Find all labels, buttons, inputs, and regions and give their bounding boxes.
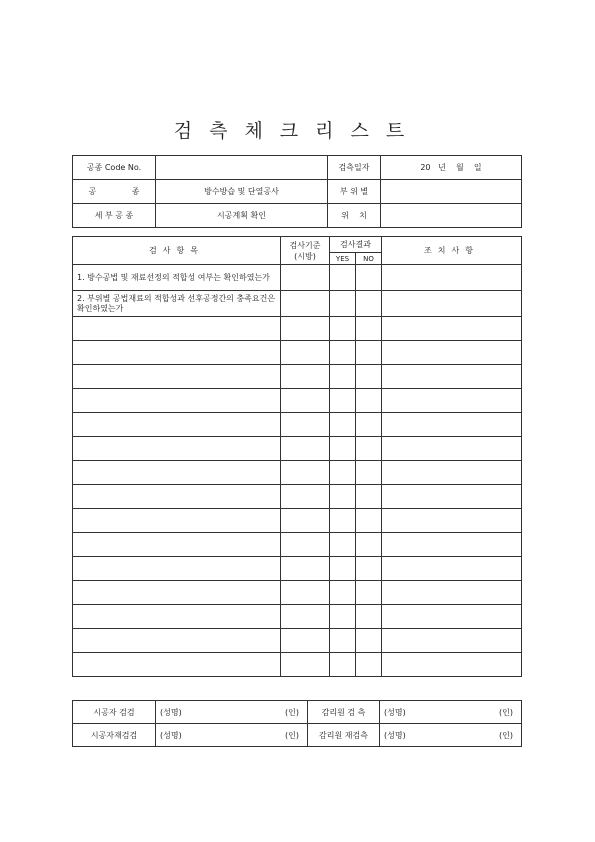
standard-cell[interactable] — [281, 461, 330, 485]
standard-cell[interactable] — [281, 341, 330, 365]
action-cell[interactable] — [382, 461, 522, 485]
detail-value[interactable]: 시공계획 확인 — [156, 204, 328, 228]
item-cell — [73, 389, 281, 413]
detail-label: 세 부 공 종 — [73, 204, 156, 228]
standard-cell[interactable] — [281, 389, 330, 413]
header-standard: 검사기준 (시방) — [281, 237, 330, 265]
yes-cell[interactable] — [330, 485, 356, 509]
item-cell — [73, 413, 281, 437]
header-result: 검사결과 — [330, 237, 382, 253]
supervisor-sign[interactable] — [380, 701, 522, 724]
action-cell[interactable] — [382, 605, 522, 629]
seal-mark: (인) — [285, 707, 299, 717]
table-row — [73, 413, 522, 437]
yes-cell[interactable] — [330, 317, 356, 341]
action-cell[interactable] — [382, 389, 522, 413]
no-cell[interactable] — [356, 413, 382, 437]
standard-cell[interactable] — [281, 413, 330, 437]
no-cell[interactable] — [356, 317, 382, 341]
supervisor-rep-sign[interactable] — [380, 724, 522, 747]
action-cell[interactable] — [382, 291, 522, 317]
no-cell[interactable] — [356, 509, 382, 533]
table-row — [73, 265, 522, 291]
item-cell: 1. 방수공법 및 재료선정의 적합성 여부는 확인하였는가 — [73, 265, 281, 291]
no-cell[interactable] — [356, 389, 382, 413]
part-value[interactable] — [381, 180, 522, 204]
table-row — [73, 533, 522, 557]
table-row — [73, 291, 522, 317]
no-cell[interactable] — [356, 265, 382, 291]
no-cell[interactable] — [356, 581, 382, 605]
yes-cell[interactable] — [330, 413, 356, 437]
action-cell[interactable] — [382, 413, 522, 437]
standard-cell[interactable] — [281, 317, 330, 341]
action-cell[interactable] — [382, 265, 522, 291]
yes-cell[interactable] — [330, 653, 356, 677]
standard-cell[interactable] — [281, 533, 330, 557]
yes-cell[interactable] — [330, 291, 356, 317]
code-label: 공종 Code No. — [73, 156, 156, 180]
seal-mark: (인) — [499, 707, 513, 717]
action-cell[interactable] — [382, 317, 522, 341]
code-value[interactable] — [156, 156, 328, 180]
item-cell — [73, 581, 281, 605]
table-row — [73, 461, 522, 485]
part-label: 부 위 별 — [328, 180, 381, 204]
action-cell[interactable] — [382, 581, 522, 605]
no-cell[interactable] — [356, 437, 382, 461]
yes-cell[interactable] — [330, 437, 356, 461]
header-yes: YES — [330, 253, 356, 265]
standard-cell[interactable] — [281, 605, 330, 629]
table-row — [73, 437, 522, 461]
table-row — [73, 653, 522, 677]
header-action: 조치사항 — [382, 237, 522, 265]
name-placeholder: (성명) — [384, 730, 406, 740]
item-cell — [73, 365, 281, 389]
action-cell[interactable] — [382, 653, 522, 677]
item-cell — [73, 653, 281, 677]
location-label: 위 치 — [328, 204, 381, 228]
signature-table — [72, 700, 522, 747]
name-placeholder: (성명) — [160, 730, 182, 740]
standard-cell[interactable] — [281, 365, 330, 389]
item-cell — [73, 461, 281, 485]
page-title: 검측체크리스트 — [173, 120, 422, 142]
item-cell — [73, 437, 281, 461]
no-cell[interactable] — [356, 605, 382, 629]
item-cell: 2. 부위별 공법재료의 적합성과 선후공정간의 충족요건은 확인하였는가 — [73, 291, 281, 317]
standard-cell[interactable] — [281, 557, 330, 581]
contractor-rep-sign[interactable] — [156, 724, 308, 747]
name-placeholder: (성명) — [160, 707, 182, 717]
trade-value[interactable]: 방수방습 및 단열공사 — [156, 180, 328, 204]
standard-cell[interactable] — [281, 291, 330, 317]
standard-cell[interactable] — [281, 265, 330, 291]
yes-cell[interactable] — [330, 389, 356, 413]
standard-cell[interactable] — [281, 509, 330, 533]
standard-cell[interactable] — [281, 629, 330, 653]
item-cell — [73, 317, 281, 341]
action-cell[interactable] — [382, 509, 522, 533]
no-cell[interactable] — [356, 533, 382, 557]
no-cell[interactable] — [356, 653, 382, 677]
checklist-rows — [73, 265, 522, 677]
action-cell[interactable] — [382, 533, 522, 557]
item-cell — [73, 605, 281, 629]
table-row — [73, 389, 522, 413]
table-row — [73, 629, 522, 653]
contractor-label: 시공자 검검 — [73, 701, 156, 724]
date-label: 검측일자 — [328, 156, 381, 180]
seal-mark: (인) — [285, 730, 299, 740]
action-cell[interactable] — [382, 437, 522, 461]
info-table — [72, 155, 522, 228]
trade-label: 공 종 — [73, 180, 156, 204]
standard-cell[interactable] — [281, 437, 330, 461]
item-cell — [73, 509, 281, 533]
no-cell[interactable] — [356, 461, 382, 485]
header-item: 검사항목 — [73, 237, 281, 265]
action-cell[interactable] — [382, 629, 522, 653]
location-value[interactable] — [381, 204, 522, 228]
table-row — [73, 341, 522, 365]
action-cell[interactable] — [382, 485, 522, 509]
supervisor-label: 감리원 검 측 — [308, 701, 380, 724]
item-cell — [73, 557, 281, 581]
item-cell — [73, 485, 281, 509]
table-row — [73, 605, 522, 629]
yes-cell[interactable] — [330, 461, 356, 485]
seal-mark: (인) — [499, 730, 513, 740]
no-cell[interactable] — [356, 485, 382, 509]
no-cell[interactable] — [356, 557, 382, 581]
action-cell[interactable] — [382, 557, 522, 581]
yes-cell[interactable] — [330, 265, 356, 291]
name-placeholder: (성명) — [384, 707, 406, 717]
yes-cell[interactable] — [330, 509, 356, 533]
yes-cell[interactable] — [330, 605, 356, 629]
contractor-sign[interactable] — [156, 701, 308, 724]
table-row — [73, 365, 522, 389]
standard-cell[interactable] — [281, 581, 330, 605]
no-cell[interactable] — [356, 629, 382, 653]
yes-cell[interactable] — [330, 581, 356, 605]
item-cell — [73, 629, 281, 653]
standard-cell[interactable] — [281, 485, 330, 509]
action-cell[interactable] — [382, 365, 522, 389]
yes-cell[interactable] — [330, 341, 356, 365]
no-cell[interactable] — [356, 291, 382, 317]
table-row — [73, 557, 522, 581]
yes-cell[interactable] — [330, 533, 356, 557]
header-no: NO — [356, 253, 382, 265]
action-cell[interactable] — [382, 341, 522, 365]
date-value[interactable]: 20 년 월 일 — [381, 156, 522, 180]
supervisor-rep-label: 감리원 재검측 — [308, 724, 380, 747]
contractor-rep-label: 시공자재검검 — [73, 724, 156, 747]
table-row — [73, 509, 522, 533]
yes-cell[interactable] — [330, 365, 356, 389]
item-cell — [73, 341, 281, 365]
checklist-table — [72, 236, 522, 677]
item-cell — [73, 533, 281, 557]
no-cell[interactable] — [356, 365, 382, 389]
yes-cell[interactable] — [330, 557, 356, 581]
yes-cell[interactable] — [330, 629, 356, 653]
table-row — [73, 581, 522, 605]
no-cell[interactable] — [356, 341, 382, 365]
table-row — [73, 317, 522, 341]
table-row — [73, 485, 522, 509]
standard-cell[interactable] — [281, 653, 330, 677]
